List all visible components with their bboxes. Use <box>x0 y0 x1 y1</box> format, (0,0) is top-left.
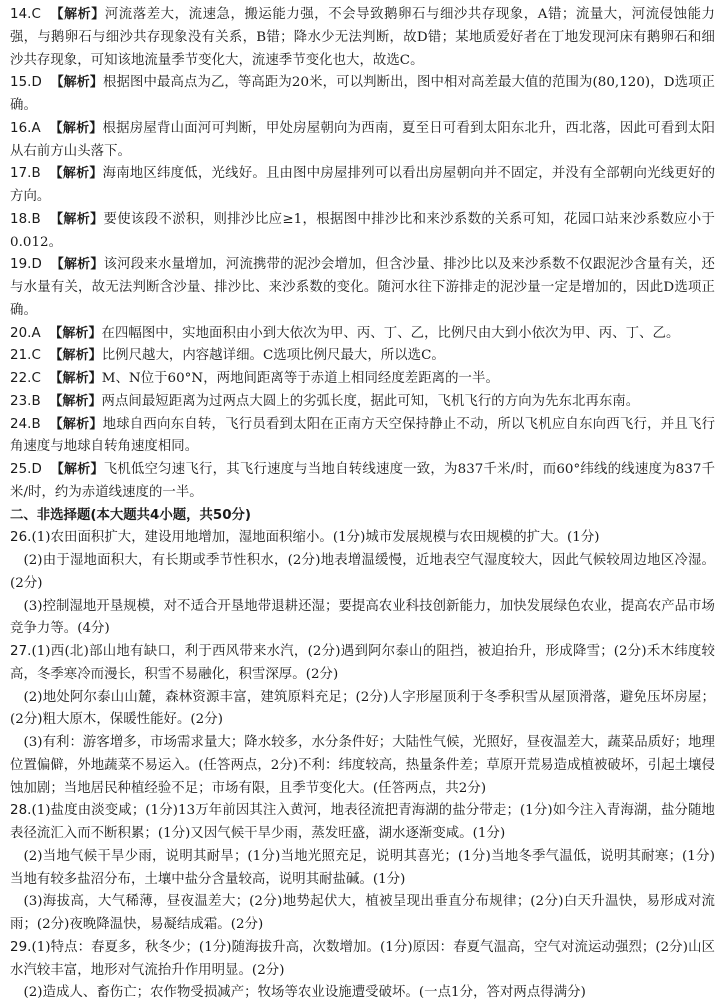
answer-17 <box>10 163 715 209</box>
essay-part <box>10 550 715 596</box>
answer-20 <box>10 323 715 346</box>
essay-part <box>10 527 715 550</box>
analysis-tag: 【解析】 <box>50 257 104 273</box>
analysis-tag: 【解析】 <box>49 416 103 432</box>
question-number: 14. <box>10 7 32 22</box>
answer-24 <box>10 414 715 460</box>
analysis-tag: 【解析】 <box>50 75 103 91</box>
analysis-tag: 【解析】 <box>49 348 102 364</box>
question-number: 18. <box>10 211 32 227</box>
analysis-text: 比例尺越大，内容越详细。C选项比例尺最大，所以选C。 <box>101 348 445 364</box>
essay-part <box>10 800 715 846</box>
question-number: 28. <box>10 803 32 819</box>
analysis-text: 地球自西向东自转，飞行员看到太阳在正南方天空保持静止不动，所以飞机应自东向西飞行，并且飞行角速度与地球自转角速度相同。 <box>10 416 716 455</box>
analysis-text: 根据房屋背山面河可判断，甲处房屋朝向为西南，夏至日可看到太阳东北升，西北落，因此可看到太阳从右前方山头落下。 <box>10 120 716 159</box>
question-number: 19. <box>10 257 32 273</box>
answer-25 <box>10 459 715 505</box>
essay-text: (1)盐度由淡变咸；(1分)13万年前因其注入黄河，地表径流把青海湖的盐分带走；(1分)如今注入青海湖，盐分随地表径流汇入而不断积累；(1分)又因气候干旱少雨，蒸发旺盛，湖水逐渐变咸。(1分) <box>10 803 715 841</box>
question-number: 26. <box>10 530 32 546</box>
analysis-text: 根据图中最高点为乙，等高距为20米，可以判断出，图中相对高差最大值的范围为(80,120)，D选项正确。 <box>10 75 716 113</box>
question-number: 22. <box>10 371 32 386</box>
answer-key: B <box>31 166 41 182</box>
answer-key: C <box>31 7 41 22</box>
essay-part <box>10 891 715 937</box>
question-number: 16. <box>10 120 32 136</box>
answer-key: A <box>31 120 41 136</box>
answer-key: D <box>31 75 42 91</box>
answer-18 <box>10 209 715 255</box>
essay-text: (2)由于湿地面积大，有长期或季节性积水，(2分)地表增温缓慢，近地表空气湿度较大，因此气候较周边地区冷湿。(2分) <box>10 553 715 591</box>
essay-part <box>10 641 715 687</box>
essay-text: (3)有利：游客增多，市场需求量大；降水较多，水分条件好；大陆性气候，光照好，昼夜温差大，蔬菜品质好；地理位置偏僻，外地蔬菜不易运入。(任答两点，2分)不利：纬度较高，热量条件差；草原开荒易造成植被破坏，引起土壤侵蚀加剧；当地居民种植经验不足；市场有限，且季节变化大。(任答两点，共2分) <box>10 735 715 796</box>
question-number: 27. <box>10 644 32 659</box>
analysis-tag: 【解析】 <box>49 120 103 136</box>
analysis-text: 要使该段不淤积，则排沙比应≥1，根据图中排沙比和来沙系数的关系可知，花园口站来沙系数应小于0.012。 <box>10 211 715 250</box>
essay-part <box>10 982 715 1005</box>
essay-28 <box>10 800 715 937</box>
answer-23 <box>10 391 715 414</box>
question-number: 21. <box>10 348 32 364</box>
analysis-text: 飞机低空匀速飞行，其飞行速度与当地自转线速度一致，为837千米/时，而60°纬线的线速度为837千米/时，约为赤道线速度的一半。 <box>10 462 716 500</box>
analysis-text: 海南地区纬度低，光线好。且由图中房屋排列可以看出房屋朝向并不固定，并没有全部朝向光线更好的方向。 <box>10 166 716 204</box>
answer-key: C <box>31 371 41 386</box>
essay-part <box>10 596 715 642</box>
essay-part <box>10 846 715 892</box>
answer-15 <box>10 72 715 118</box>
analysis-tag: 【解析】 <box>50 7 105 22</box>
section-title: 二、非选择题(本大题共4小题，共50分) <box>10 507 252 523</box>
essay-26 <box>10 527 715 641</box>
question-number: 25. <box>10 462 32 477</box>
answer-key: A <box>31 325 41 341</box>
essay-text: (1)特点：春夏多，秋冬少；(1分)随海拔升高，次数增加。(1分)原因：春夏气温高，空气对流运动强烈；(2分)山区水汽较丰富，地形对气流抬升作用明显。(2分) <box>10 939 715 978</box>
question-number: 29. <box>10 939 32 955</box>
answer-key: B <box>31 416 41 432</box>
essay-text: (1)西(北)部山地有缺口，利于西风带来水汽，(2分)遇到阿尔泰山的阻挡，被迫抬升，形成降雪；(2分)禾木纬度较高，冬季寒冷而漫长，积雪不易融化，积雪深厚。(2分) <box>10 644 715 682</box>
answer-16 <box>10 118 715 164</box>
essay-text: (2)当地气候干旱少雨，说明其耐旱；(1分)当地光照充足，说明其喜光；(1分)当地冬季气温低，说明其耐寒；(1分)当地有较多盐沼分布，土壤中盐分含量较高，说明其耐盐碱。(1分) <box>10 848 715 887</box>
analysis-tag: 【解析】 <box>49 371 102 386</box>
analysis-text: 在四幅图中，实地面积由小到大依次为甲、丙、丁、乙，比例尺由大到小依次为甲、丙、丁、乙。 <box>101 325 680 341</box>
answer-14 <box>10 4 715 72</box>
analysis-text: 河流落差大，流速急，搬运能力强，不会导致鹅卵石与细沙共存现象，A错；流量大，河流侵蚀能力强，与鹅卵石与细沙共存现象没有关系，B错；降水少无法判断，故D错；某地质爱好者在丁地发现河床有鹅卵石和细沙共存现象，可知该地流量季节变化大，流速季节变化也大，故选C。 <box>10 7 715 68</box>
analysis-tag: 【解析】 <box>49 211 104 227</box>
answer-key: D <box>31 257 42 273</box>
essay-part <box>10 937 715 983</box>
essay-29 <box>10 937 715 1005</box>
analysis-text: 两点间最短距离为过两点大圆上的劣弧长度，据此可知，飞机飞行的方向为先东北再东南。 <box>101 393 640 409</box>
analysis-tag: 【解析】 <box>49 393 102 409</box>
essay-text: (2)地处阿尔泰山山麓，森林资源丰富，建筑原料充足；(2分)人字形屋顶利于冬季积雪从屋顶滑落，避免压坏房屋；(2分)粗大原木，保暖性能好。(2分) <box>10 689 715 728</box>
essay-text: (2)造成人、畜伤亡；农作物受损减产；牧场等农业设施遭受破坏。(一点1分，答对两点得满分) <box>23 985 586 1001</box>
analysis-tag: 【解析】 <box>49 166 103 182</box>
answer-key: C <box>31 348 41 364</box>
analysis-text: 该河段来水量增加，河流携带的泥沙会增加，但含沙量、排沙比以及来沙系数不仅跟泥沙含量有关，还与水量有关，故无法判断含沙量、排沙比、来沙系数的变化。随河水往下游排走的泥沙量一定是增加的，因此D选项正确。 <box>10 257 716 318</box>
analysis-text: M、N位于60°N，两地间距离等于赤道上相同经度差距离的一半。 <box>101 371 499 386</box>
analysis-tag: 【解析】 <box>49 325 102 341</box>
answer-21 <box>10 345 715 368</box>
essay-part <box>10 687 715 733</box>
question-number: 17. <box>10 166 32 182</box>
answer-key: B <box>31 211 41 227</box>
essay-text: (3)海拔高，大气稀薄，昼夜温差大；(2分)地势起伏大，植被呈现出垂直分布规律；(2分)白天升温快，易形成对流雨；(2分)夜晚降温快，易凝结成霜。(2分) <box>10 894 715 932</box>
essay-27 <box>10 641 715 800</box>
question-number: 15. <box>10 75 32 91</box>
answer-19 <box>10 254 715 322</box>
essay-part <box>10 732 715 800</box>
answer-key: D <box>31 462 42 477</box>
essay-text: (1)农田面积扩大，建设用地增加，湿地面积缩小。(1分)城市发展规模与农田规模的扩大。(1分) <box>31 530 600 546</box>
answer-key: B <box>31 393 41 409</box>
answer-22 <box>10 368 715 391</box>
question-number: 24. <box>10 416 32 432</box>
question-number: 20. <box>10 325 32 341</box>
essay-text: (3)控制湿地开垦规模，对不适合开垦地带退耕还湿；要提高农业科技创新能力，加快发展绿色农业，提高农产品市场竞争力等。(4分) <box>10 598 715 637</box>
question-number: 23. <box>10 393 32 409</box>
analysis-tag: 【解析】 <box>50 462 104 477</box>
